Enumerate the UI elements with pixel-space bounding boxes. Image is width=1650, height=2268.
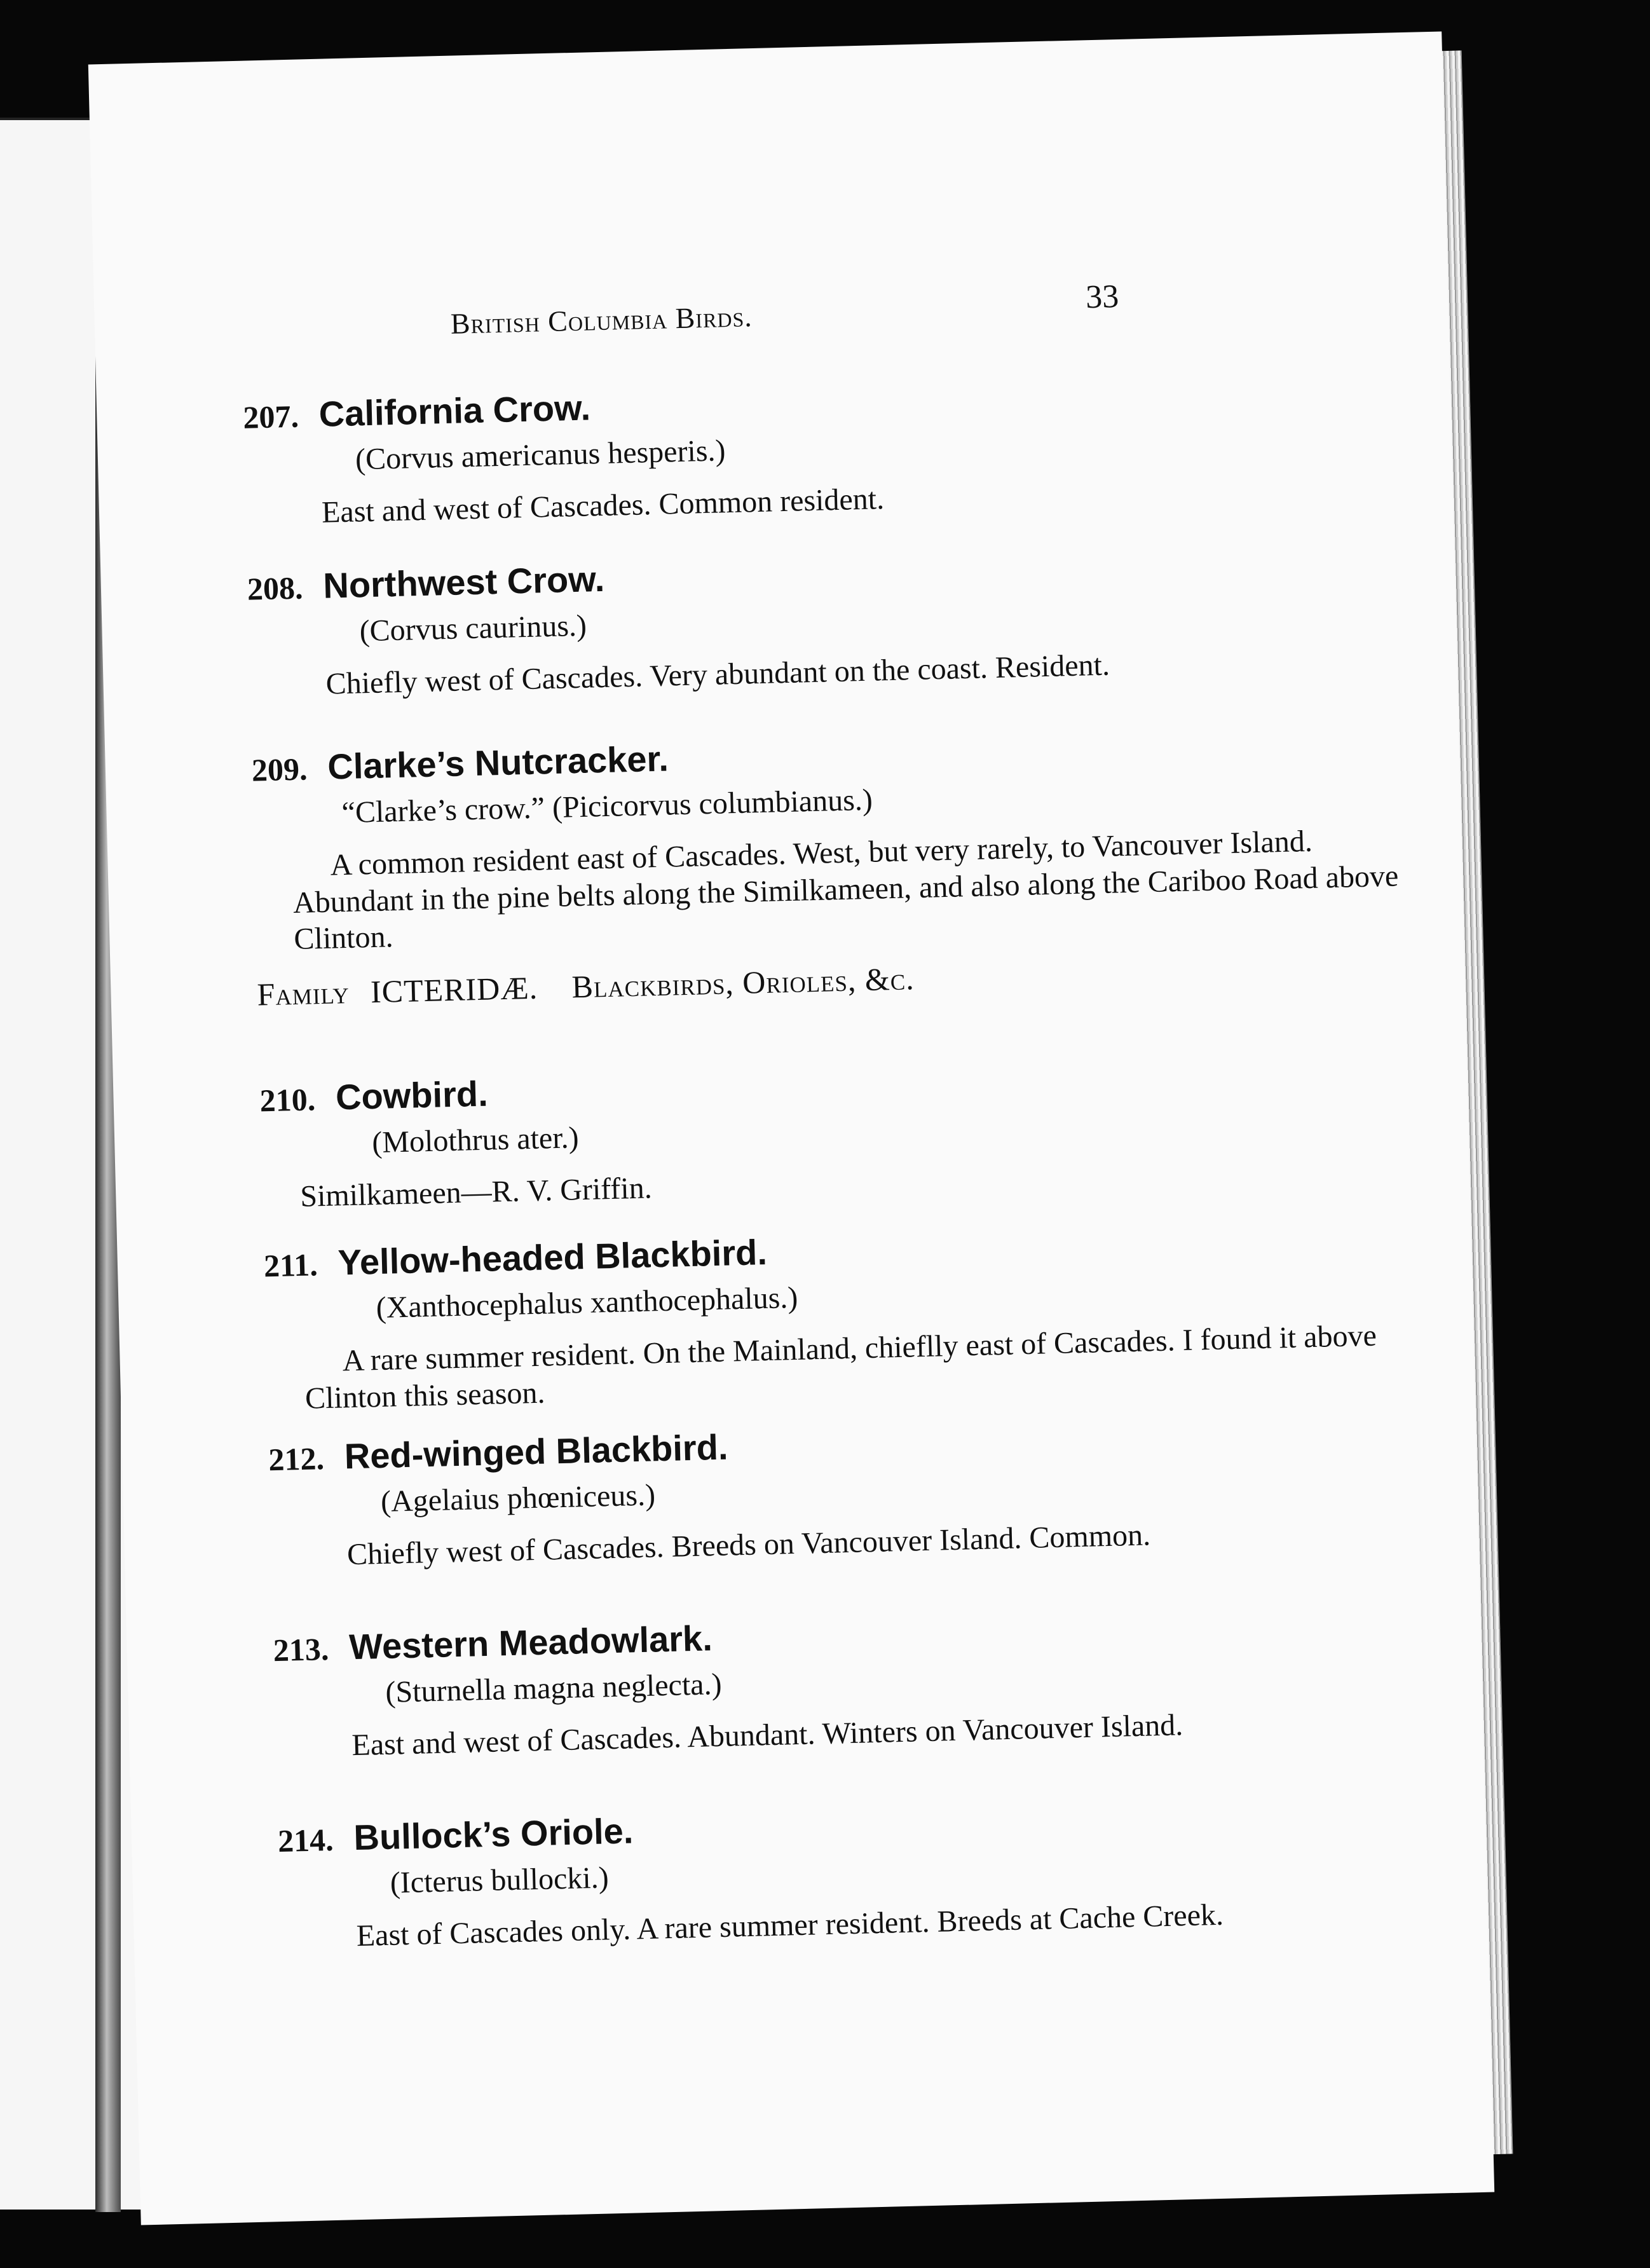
scientific-name: (Molothrus ater.)	[371, 1121, 580, 1160]
species-entry-211	[263, 1213, 1506, 1418]
species-name: Yellow-headed Blackbird.	[337, 1232, 768, 1283]
scientific-name: (Sturnella magna neglecta.)	[385, 1667, 723, 1710]
book-page	[88, 31, 1494, 2225]
family-heading	[257, 960, 915, 1013]
species-name: Northwest Crow.	[322, 558, 605, 606]
running-head	[450, 299, 753, 341]
entry-number: 214.	[277, 1821, 334, 1859]
entry-number: 210.	[259, 1081, 316, 1119]
entry-description: East of Cascades only. A rare summer resident. Breeds at Cache Creek.	[356, 1897, 1224, 1953]
species-name: Cowbird.	[335, 1073, 489, 1117]
entry-description: Similkameen—R. V. Griffin.	[299, 1171, 653, 1214]
scientific-name: “Clarke’s crow.” (Picicorvus columbianus.)	[341, 782, 873, 830]
species-entry-209	[251, 717, 1496, 959]
family-label: Family	[256, 974, 350, 1013]
entry-description: East and west of Cascades. Common resident.	[321, 482, 885, 529]
entry-number: 207.	[242, 398, 299, 435]
species-name: California Crow.	[318, 387, 591, 434]
species-entry-214	[277, 1787, 1520, 1956]
species-entry-212	[268, 1407, 1511, 1575]
entry-description: A common resident east of Cascades. West, but very rarely, to Vancouver Island. Abundant in the pine belts along the Similkameen, and also along the Cariboo Road above Clinton.	[292, 824, 1399, 957]
entry-description: Chiefly west of Cascades. Breeds on Vancouver Island. Common.	[346, 1518, 1151, 1572]
species-name: Western Meadowlark.	[348, 1618, 713, 1667]
entry-description: Chiefly west of Cascades. Very abundant on the coast. Resident.	[325, 648, 1110, 701]
page-number: 33	[1085, 278, 1119, 316]
family-common-name: Blackbirds, Orioles, &c.	[571, 960, 915, 1005]
species-entry-208	[247, 536, 1489, 704]
scientific-name: (Icterus bullocki.)	[390, 1861, 610, 1900]
entry-number: 212.	[268, 1440, 325, 1478]
scientific-name: (Corvus caurinus.)	[359, 608, 587, 648]
species-name: Bullock’s Oriole.	[353, 1810, 634, 1858]
running-head-text: British Columbia Birds.	[450, 300, 753, 340]
family-name: ICTERIDÆ.	[370, 969, 538, 1010]
scientific-name: (Agelaius phœniceus.)	[380, 1478, 656, 1519]
entry-number: 209.	[251, 751, 308, 788]
species-entry-207	[243, 364, 1485, 533]
scientific-name: (Corvus americanus hesperis.)	[355, 434, 726, 477]
species-name: Clarke’s Nutcracker.	[327, 738, 669, 787]
scientific-name: (Xanthocephalus xanthocephalus.)	[376, 1281, 798, 1325]
species-name: Red-winged Blackbird.	[344, 1426, 729, 1477]
entry-number: 213.	[273, 1631, 329, 1669]
entry-description: A rare summer resident. On the Mainland, chieflly east of Cascades. I found it above Clinton this season.	[304, 1318, 1377, 1416]
species-entry-213	[273, 1597, 1515, 1766]
page-content	[88, 31, 1494, 2225]
species-entry-210	[259, 1048, 1502, 1216]
entry-number: 208.	[247, 570, 304, 607]
entry-description: East and west of Cascades. Abundant. Winters on Vancouver Island.	[351, 1708, 1183, 1763]
entry-number: 211.	[263, 1247, 318, 1284]
